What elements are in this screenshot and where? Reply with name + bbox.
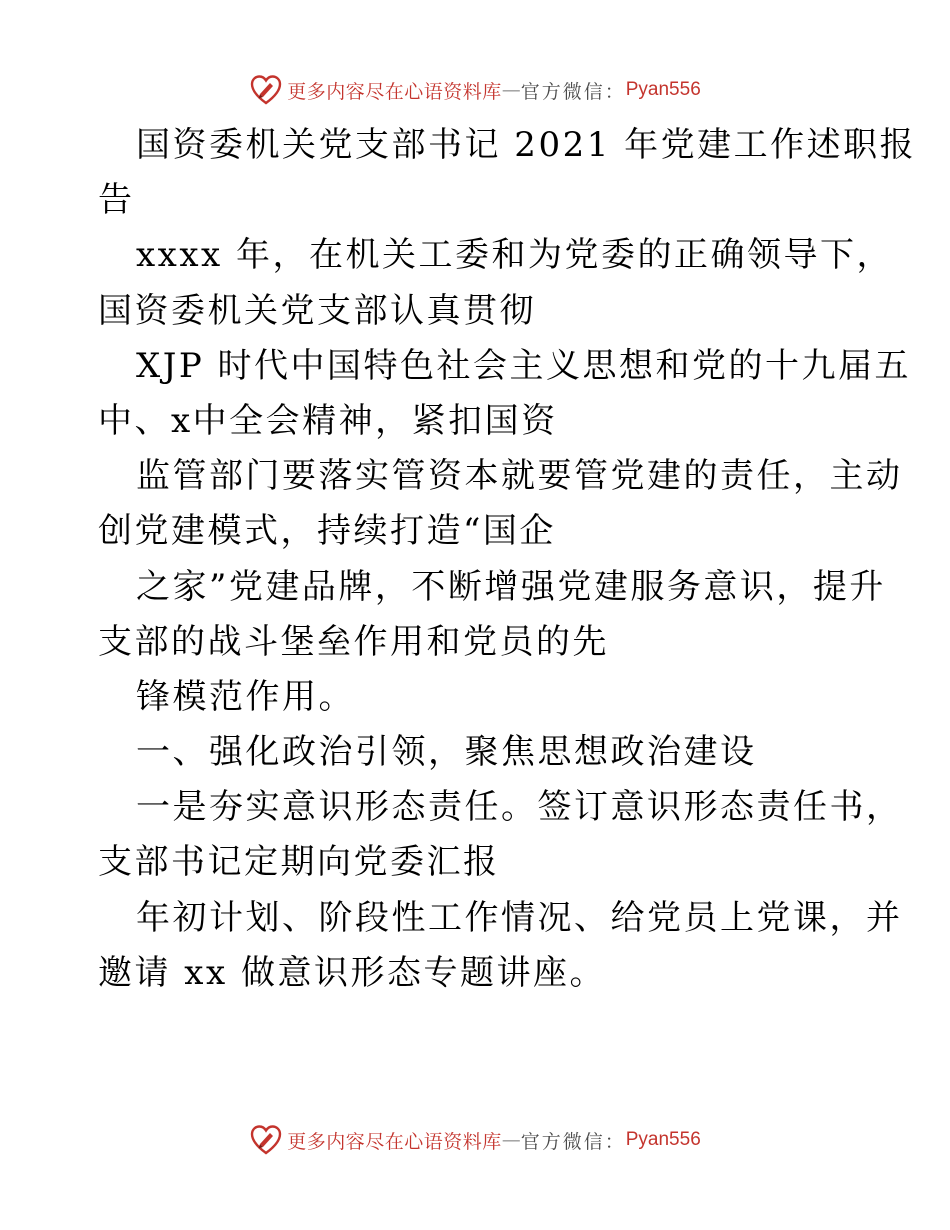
watermark-brand-text: 更多内容尽在心语资料库 bbox=[287, 80, 502, 103]
paragraph-line: XJP 时代中国特色社会主义思想和党的十九届五 bbox=[136, 345, 912, 386]
paragraph-line: 创党建模式，持续打造“国企 bbox=[98, 511, 556, 552]
watermark-wechat-label: 官方微信： bbox=[520, 1130, 626, 1153]
watermark-wechat-label: 官方微信： bbox=[520, 80, 626, 103]
paragraph-line: 锋模范作用。 bbox=[136, 676, 355, 717]
paragraph-line: 中、x中全会精神，紧扣国资 bbox=[98, 400, 558, 441]
paragraph-line: 支部的战斗堡垒作用和党员的先 bbox=[98, 621, 609, 662]
paragraph-line: 监管部门要落实管资本就要管党建的责任，主动 bbox=[136, 456, 903, 497]
paragraph-line: xxxx 年，在机关工委和为党委的正确领导下， bbox=[136, 235, 894, 276]
paragraph-line: 国资委机关党支部认真贯彻 bbox=[98, 290, 536, 331]
watermark-dash: — bbox=[501, 1129, 521, 1151]
header-watermark bbox=[0, 70, 950, 110]
heart-pen-logo-icon bbox=[249, 1123, 283, 1157]
section-heading: 一、强化政治引领，聚焦思想政治建设 bbox=[136, 732, 757, 773]
title-line-2: 告 bbox=[98, 180, 135, 221]
title-line-1: 国资委机关党支部书记 2021 年党建工作述职报 bbox=[136, 125, 917, 165]
paragraph-line: 邀请 xx 做意识形态专题讲座。 bbox=[98, 952, 606, 993]
watermark-dash: — bbox=[501, 79, 521, 101]
document-body bbox=[98, 118, 917, 1001]
watermark-wechat-id: Pyan556 bbox=[625, 1129, 701, 1150]
paragraph-line: 支部书记定期向党委汇报 bbox=[98, 842, 500, 883]
watermark-wechat-id: Pyan556 bbox=[625, 79, 701, 100]
paragraph-line: 一是夯实意识形态责任。签订意识形态责任书， bbox=[136, 787, 903, 828]
footer-watermark bbox=[0, 1120, 950, 1160]
paragraph-line: 年初计划、阶段性工作情况、给党员上党课，并 bbox=[136, 897, 903, 938]
paragraph-line: 之家”党建品牌，不断增强党建服务意识，提升 bbox=[136, 566, 886, 607]
heart-pen-logo-icon bbox=[249, 73, 283, 107]
watermark-brand-text: 更多内容尽在心语资料库 bbox=[287, 1130, 502, 1153]
